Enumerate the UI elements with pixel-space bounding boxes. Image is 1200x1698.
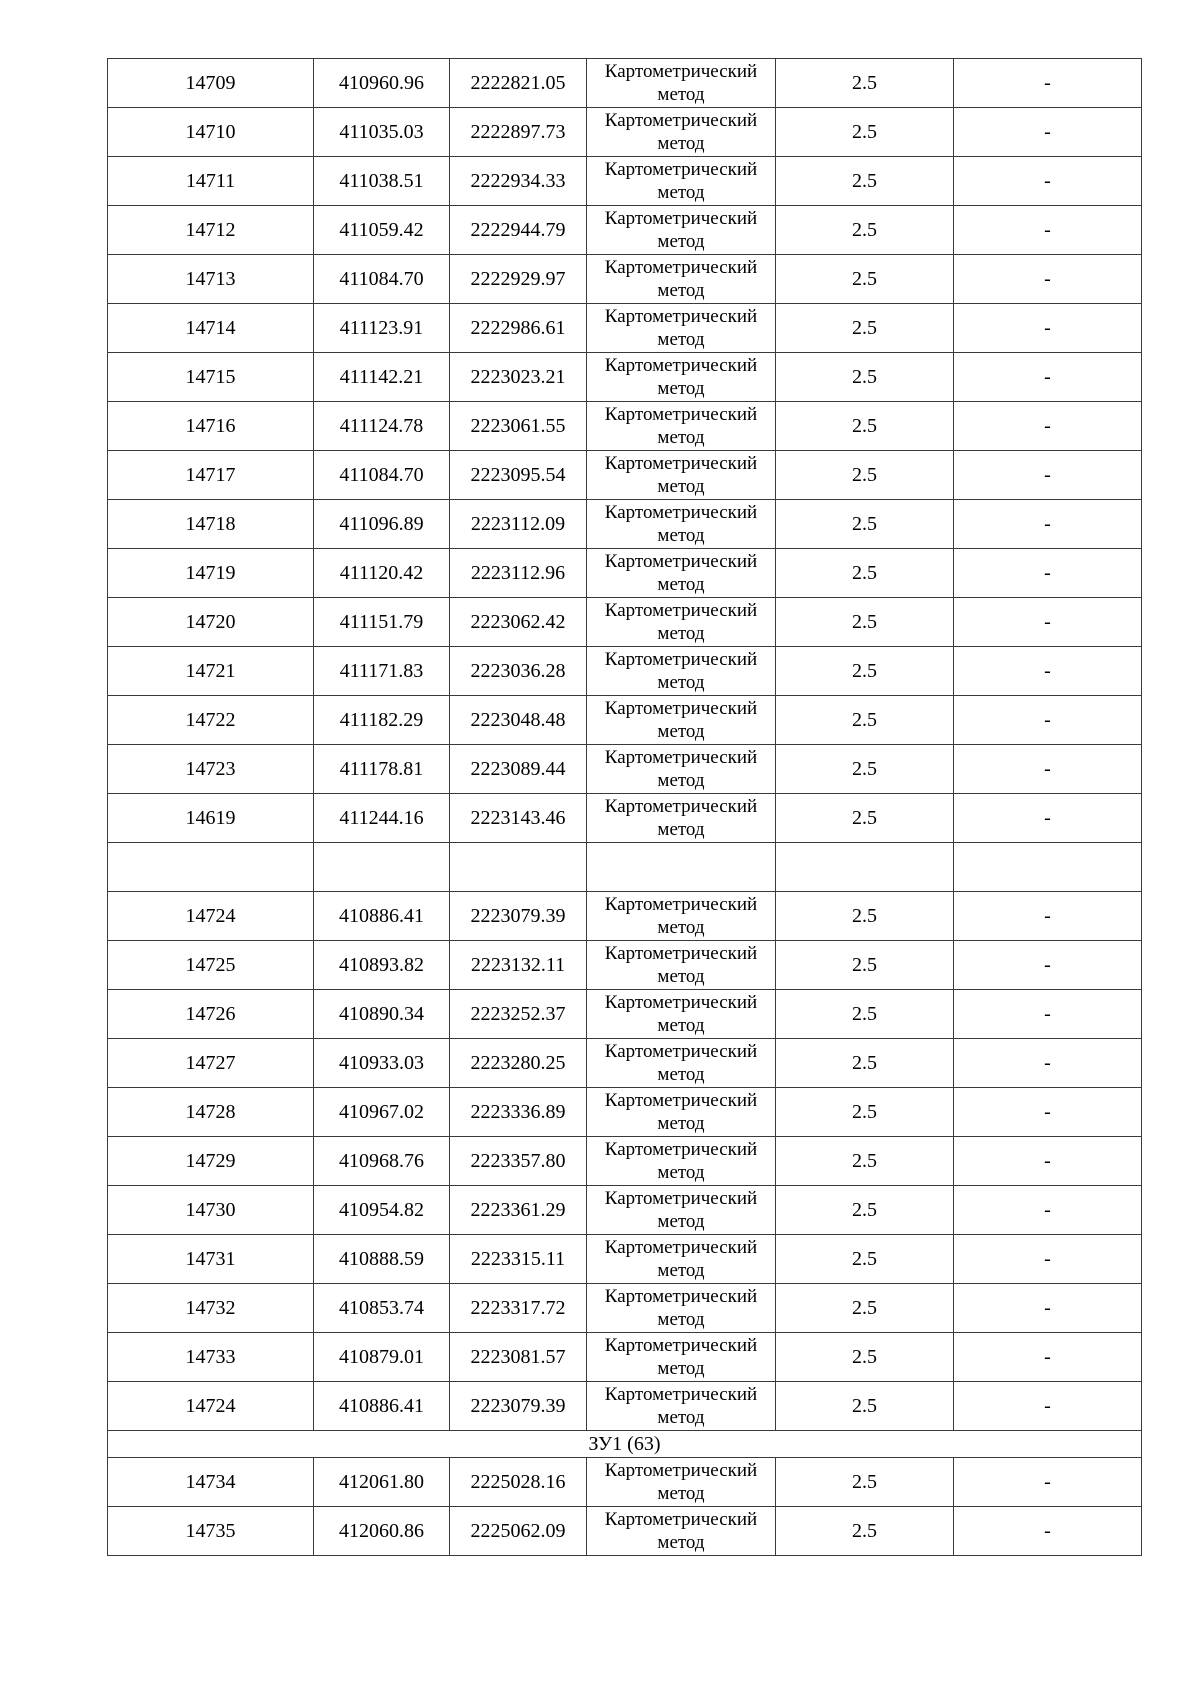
note-cell: - <box>954 1284 1142 1333</box>
section-row <box>108 1431 1142 1458</box>
method-line-1: Картометрический <box>604 1335 758 1356</box>
method-line-2: метод <box>657 1260 705 1281</box>
note-cell: - <box>954 451 1142 500</box>
note-cell: - <box>954 745 1142 794</box>
point-id-cell: 14730 <box>108 1186 314 1235</box>
method-line-1: Картометрический <box>604 1384 758 1405</box>
y-coordinate-cell: 2222944.79 <box>450 206 587 255</box>
method-line-2: метод <box>657 231 705 252</box>
y-coordinate-cell: 2222929.97 <box>450 255 587 304</box>
note-cell: - <box>954 255 1142 304</box>
x-coordinate-cell: 410954.82 <box>314 1186 450 1235</box>
note-cell: - <box>954 1088 1142 1137</box>
method-cell <box>587 1235 776 1284</box>
point-id-cell: 14735 <box>108 1507 314 1556</box>
empty-cell <box>776 843 954 892</box>
empty-cell <box>954 843 1142 892</box>
accuracy-cell: 2.5 <box>776 1039 954 1088</box>
table-row <box>108 1284 1142 1333</box>
y-coordinate-cell: 2223079.39 <box>450 1382 587 1431</box>
method-cell <box>587 108 776 157</box>
accuracy-cell: 2.5 <box>776 402 954 451</box>
method-cell <box>587 1507 776 1556</box>
x-coordinate-cell: 411178.81 <box>314 745 450 794</box>
accuracy-cell: 2.5 <box>776 157 954 206</box>
point-id-cell: 14709 <box>108 59 314 108</box>
method-line-1: Картометрический <box>604 1286 758 1307</box>
x-coordinate-cell: 411059.42 <box>314 206 450 255</box>
note-cell: - <box>954 1507 1142 1556</box>
method-line-2: метод <box>657 672 705 693</box>
table-row <box>108 1382 1142 1431</box>
accuracy-cell: 2.5 <box>776 745 954 794</box>
y-coordinate-cell: 2223280.25 <box>450 1039 587 1088</box>
empty-cell <box>450 843 587 892</box>
point-id-cell: 14720 <box>108 598 314 647</box>
y-coordinate-cell: 2223079.39 <box>450 892 587 941</box>
note-cell: - <box>954 941 1142 990</box>
y-coordinate-cell: 2223357.80 <box>450 1137 587 1186</box>
accuracy-cell: 2.5 <box>776 892 954 941</box>
method-cell <box>587 1333 776 1382</box>
point-id-cell: 14734 <box>108 1458 314 1507</box>
y-coordinate-cell: 2223252.37 <box>450 990 587 1039</box>
x-coordinate-cell: 410886.41 <box>314 892 450 941</box>
note-cell: - <box>954 1137 1142 1186</box>
method-line-2: метод <box>657 1483 705 1504</box>
method-line-2: метод <box>657 476 705 497</box>
accuracy-cell: 2.5 <box>776 1507 954 1556</box>
accuracy-cell: 2.5 <box>776 1284 954 1333</box>
method-line-1: Картометрический <box>604 796 758 817</box>
x-coordinate-cell: 411123.91 <box>314 304 450 353</box>
method-cell <box>587 59 776 108</box>
method-cell <box>587 1137 776 1186</box>
point-id-cell: 14731 <box>108 1235 314 1284</box>
method-line-2: метод <box>657 133 705 154</box>
accuracy-cell: 2.5 <box>776 696 954 745</box>
coordinates-table <box>107 58 1142 1556</box>
method-cell <box>587 157 776 206</box>
method-line-1: Картометрический <box>604 600 758 621</box>
x-coordinate-cell: 411171.83 <box>314 647 450 696</box>
point-id-cell: 14733 <box>108 1333 314 1382</box>
method-line-1: Картометрический <box>604 649 758 670</box>
table-row <box>108 304 1142 353</box>
method-cell <box>587 1186 776 1235</box>
note-cell: - <box>954 402 1142 451</box>
point-id-cell: 14728 <box>108 1088 314 1137</box>
method-line-1: Картометрический <box>604 110 758 131</box>
empty-cell <box>314 843 450 892</box>
table-row <box>108 647 1142 696</box>
method-line-1: Картометрический <box>604 747 758 768</box>
method-cell <box>587 598 776 647</box>
method-line-2: метод <box>657 1211 705 1232</box>
method-line-1: Картометрический <box>604 306 758 327</box>
accuracy-cell: 2.5 <box>776 549 954 598</box>
method-line-2: метод <box>657 574 705 595</box>
method-line-2: метод <box>657 280 705 301</box>
method-line-2: метод <box>657 966 705 987</box>
x-coordinate-cell: 410967.02 <box>314 1088 450 1137</box>
table-row <box>108 990 1142 1039</box>
table-row <box>108 745 1142 794</box>
method-line-1: Картометрический <box>604 453 758 474</box>
table-row <box>108 59 1142 108</box>
x-coordinate-cell: 411124.78 <box>314 402 450 451</box>
method-line-1: Картометрический <box>604 1041 758 1062</box>
section-label: ЗУ1 (63) <box>108 1431 1142 1458</box>
x-coordinate-cell: 410888.59 <box>314 1235 450 1284</box>
x-coordinate-cell: 411120.42 <box>314 549 450 598</box>
point-id-cell: 14721 <box>108 647 314 696</box>
x-coordinate-cell: 411084.70 <box>314 451 450 500</box>
table-row <box>108 1333 1142 1382</box>
method-cell <box>587 696 776 745</box>
accuracy-cell: 2.5 <box>776 1235 954 1284</box>
note-cell: - <box>954 1333 1142 1382</box>
method-line-1: Картометрический <box>604 551 758 572</box>
method-line-2: метод <box>657 819 705 840</box>
x-coordinate-cell: 412060.86 <box>314 1507 450 1556</box>
method-line-2: метод <box>657 721 705 742</box>
method-line-1: Картометрический <box>604 208 758 229</box>
accuracy-cell: 2.5 <box>776 255 954 304</box>
table-row <box>108 255 1142 304</box>
x-coordinate-cell: 410933.03 <box>314 1039 450 1088</box>
note-cell: - <box>954 794 1142 843</box>
table-row <box>108 598 1142 647</box>
point-id-cell: 14725 <box>108 941 314 990</box>
method-cell <box>587 892 776 941</box>
accuracy-cell: 2.5 <box>776 1186 954 1235</box>
table-row <box>108 1458 1142 1507</box>
method-cell <box>587 1088 776 1137</box>
method-line-1: Картометрический <box>604 1139 758 1160</box>
method-line-1: Картометрический <box>604 894 758 915</box>
x-coordinate-cell: 410853.74 <box>314 1284 450 1333</box>
x-coordinate-cell: 411151.79 <box>314 598 450 647</box>
point-id-cell: 14723 <box>108 745 314 794</box>
method-line-1: Картометрический <box>604 355 758 376</box>
method-cell <box>587 745 776 794</box>
method-line-2: метод <box>657 1309 705 1330</box>
point-id-cell: 14715 <box>108 353 314 402</box>
method-cell <box>587 1458 776 1507</box>
y-coordinate-cell: 2223089.44 <box>450 745 587 794</box>
method-line-2: метод <box>657 770 705 791</box>
accuracy-cell: 2.5 <box>776 1458 954 1507</box>
y-coordinate-cell: 2223061.55 <box>450 402 587 451</box>
method-line-2: метод <box>657 1015 705 1036</box>
method-line-2: метод <box>657 182 705 203</box>
note-cell: - <box>954 157 1142 206</box>
y-coordinate-cell: 2223023.21 <box>450 353 587 402</box>
empty-cell <box>108 843 314 892</box>
x-coordinate-cell: 411244.16 <box>314 794 450 843</box>
y-coordinate-cell: 2222897.73 <box>450 108 587 157</box>
note-cell: - <box>954 892 1142 941</box>
table-row <box>108 549 1142 598</box>
point-id-cell: 14713 <box>108 255 314 304</box>
method-line-1: Картометрический <box>604 698 758 719</box>
x-coordinate-cell: 410890.34 <box>314 990 450 1039</box>
point-id-cell: 14711 <box>108 157 314 206</box>
table-row <box>108 206 1142 255</box>
y-coordinate-cell: 2223112.09 <box>450 500 587 549</box>
method-line-2: метод <box>657 525 705 546</box>
point-id-cell: 14718 <box>108 500 314 549</box>
y-coordinate-cell: 2223315.11 <box>450 1235 587 1284</box>
note-cell: - <box>954 1186 1142 1235</box>
x-coordinate-cell: 411142.21 <box>314 353 450 402</box>
x-coordinate-cell: 410960.96 <box>314 59 450 108</box>
note-cell: - <box>954 108 1142 157</box>
note-cell: - <box>954 353 1142 402</box>
y-coordinate-cell: 2223361.29 <box>450 1186 587 1235</box>
empty-row <box>108 843 1142 892</box>
accuracy-cell: 2.5 <box>776 353 954 402</box>
point-id-cell: 14727 <box>108 1039 314 1088</box>
point-id-cell: 14719 <box>108 549 314 598</box>
y-coordinate-cell: 2222934.33 <box>450 157 587 206</box>
y-coordinate-cell: 2223048.48 <box>450 696 587 745</box>
table-row <box>108 892 1142 941</box>
empty-cell <box>587 843 776 892</box>
accuracy-cell: 2.5 <box>776 451 954 500</box>
method-line-2: метод <box>657 917 705 938</box>
accuracy-cell: 2.5 <box>776 500 954 549</box>
accuracy-cell: 2.5 <box>776 794 954 843</box>
accuracy-cell: 2.5 <box>776 1333 954 1382</box>
x-coordinate-cell: 411182.29 <box>314 696 450 745</box>
method-line-1: Картометрический <box>604 61 758 82</box>
y-coordinate-cell: 2225062.09 <box>450 1507 587 1556</box>
accuracy-cell: 2.5 <box>776 1137 954 1186</box>
method-line-2: метод <box>657 1358 705 1379</box>
method-line-2: метод <box>657 378 705 399</box>
note-cell: - <box>954 1458 1142 1507</box>
method-cell <box>587 255 776 304</box>
x-coordinate-cell: 411096.89 <box>314 500 450 549</box>
method-cell <box>587 500 776 549</box>
method-cell <box>587 402 776 451</box>
x-coordinate-cell: 410879.01 <box>314 1333 450 1382</box>
table-row <box>108 1507 1142 1556</box>
note-cell: - <box>954 990 1142 1039</box>
table-row <box>108 451 1142 500</box>
method-line-1: Картометрический <box>604 1509 758 1530</box>
note-cell: - <box>954 1382 1142 1431</box>
method-cell <box>587 990 776 1039</box>
y-coordinate-cell: 2225028.16 <box>450 1458 587 1507</box>
y-coordinate-cell: 2223062.42 <box>450 598 587 647</box>
point-id-cell: 14619 <box>108 794 314 843</box>
method-cell <box>587 1284 776 1333</box>
note-cell: - <box>954 549 1142 598</box>
x-coordinate-cell: 410968.76 <box>314 1137 450 1186</box>
method-line-2: метод <box>657 84 705 105</box>
method-line-2: метод <box>657 1532 705 1553</box>
note-cell: - <box>954 206 1142 255</box>
method-cell <box>587 304 776 353</box>
method-line-2: метод <box>657 329 705 350</box>
point-id-cell: 14714 <box>108 304 314 353</box>
method-line-1: Картометрический <box>604 1188 758 1209</box>
y-coordinate-cell: 2222986.61 <box>450 304 587 353</box>
accuracy-cell: 2.5 <box>776 941 954 990</box>
method-cell <box>587 1382 776 1431</box>
method-line-2: метод <box>657 427 705 448</box>
table-row <box>108 941 1142 990</box>
table-row <box>108 1137 1142 1186</box>
method-line-1: Картометрический <box>604 1090 758 1111</box>
accuracy-cell: 2.5 <box>776 304 954 353</box>
accuracy-cell: 2.5 <box>776 1088 954 1137</box>
y-coordinate-cell: 2223336.89 <box>450 1088 587 1137</box>
method-cell <box>587 941 776 990</box>
note-cell: - <box>954 1039 1142 1088</box>
method-cell <box>587 549 776 598</box>
table-row <box>108 696 1142 745</box>
y-coordinate-cell: 2222821.05 <box>450 59 587 108</box>
note-cell: - <box>954 647 1142 696</box>
x-coordinate-cell: 411038.51 <box>314 157 450 206</box>
note-cell: - <box>954 304 1142 353</box>
method-cell <box>587 353 776 402</box>
table-row <box>108 1039 1142 1088</box>
method-cell <box>587 647 776 696</box>
method-line-1: Картометрический <box>604 943 758 964</box>
method-line-2: метод <box>657 623 705 644</box>
accuracy-cell: 2.5 <box>776 59 954 108</box>
accuracy-cell: 2.5 <box>776 647 954 696</box>
coordinates-table-body <box>108 59 1142 1556</box>
note-cell: - <box>954 1235 1142 1284</box>
table-row <box>108 353 1142 402</box>
x-coordinate-cell: 411035.03 <box>314 108 450 157</box>
table-row <box>108 1186 1142 1235</box>
y-coordinate-cell: 2223095.54 <box>450 451 587 500</box>
method-line-1: Картометрический <box>604 159 758 180</box>
point-id-cell: 14722 <box>108 696 314 745</box>
y-coordinate-cell: 2223143.46 <box>450 794 587 843</box>
point-id-cell: 14726 <box>108 990 314 1039</box>
point-id-cell: 14716 <box>108 402 314 451</box>
y-coordinate-cell: 2223317.72 <box>450 1284 587 1333</box>
note-cell: - <box>954 500 1142 549</box>
accuracy-cell: 2.5 <box>776 598 954 647</box>
table-row <box>108 794 1142 843</box>
x-coordinate-cell: 411084.70 <box>314 255 450 304</box>
y-coordinate-cell: 2223132.11 <box>450 941 587 990</box>
accuracy-cell: 2.5 <box>776 206 954 255</box>
y-coordinate-cell: 2223081.57 <box>450 1333 587 1382</box>
point-id-cell: 14724 <box>108 892 314 941</box>
method-line-1: Картометрический <box>604 1237 758 1258</box>
table-row <box>108 108 1142 157</box>
method-line-1: Картометрический <box>604 992 758 1013</box>
x-coordinate-cell: 410893.82 <box>314 941 450 990</box>
method-cell <box>587 1039 776 1088</box>
y-coordinate-cell: 2223112.96 <box>450 549 587 598</box>
method-line-1: Картометрический <box>604 502 758 523</box>
point-id-cell: 14710 <box>108 108 314 157</box>
table-row <box>108 157 1142 206</box>
point-id-cell: 14712 <box>108 206 314 255</box>
accuracy-cell: 2.5 <box>776 1382 954 1431</box>
point-id-cell: 14717 <box>108 451 314 500</box>
method-line-2: метод <box>657 1407 705 1428</box>
method-line-1: Картометрический <box>604 404 758 425</box>
method-line-2: метод <box>657 1113 705 1134</box>
note-cell: - <box>954 598 1142 647</box>
method-line-1: Картометрический <box>604 1460 758 1481</box>
method-line-2: метод <box>657 1162 705 1183</box>
method-cell <box>587 451 776 500</box>
method-cell <box>587 206 776 255</box>
method-line-2: метод <box>657 1064 705 1085</box>
method-cell <box>587 794 776 843</box>
point-id-cell: 14732 <box>108 1284 314 1333</box>
table-row <box>108 1088 1142 1137</box>
accuracy-cell: 2.5 <box>776 108 954 157</box>
method-line-1: Картометрический <box>604 257 758 278</box>
point-id-cell: 14729 <box>108 1137 314 1186</box>
point-id-cell: 14724 <box>108 1382 314 1431</box>
y-coordinate-cell: 2223036.28 <box>450 647 587 696</box>
x-coordinate-cell: 410886.41 <box>314 1382 450 1431</box>
note-cell: - <box>954 59 1142 108</box>
table-row <box>108 1235 1142 1284</box>
accuracy-cell: 2.5 <box>776 990 954 1039</box>
x-coordinate-cell: 412061.80 <box>314 1458 450 1507</box>
table-row <box>108 402 1142 451</box>
note-cell: - <box>954 696 1142 745</box>
table-row <box>108 500 1142 549</box>
